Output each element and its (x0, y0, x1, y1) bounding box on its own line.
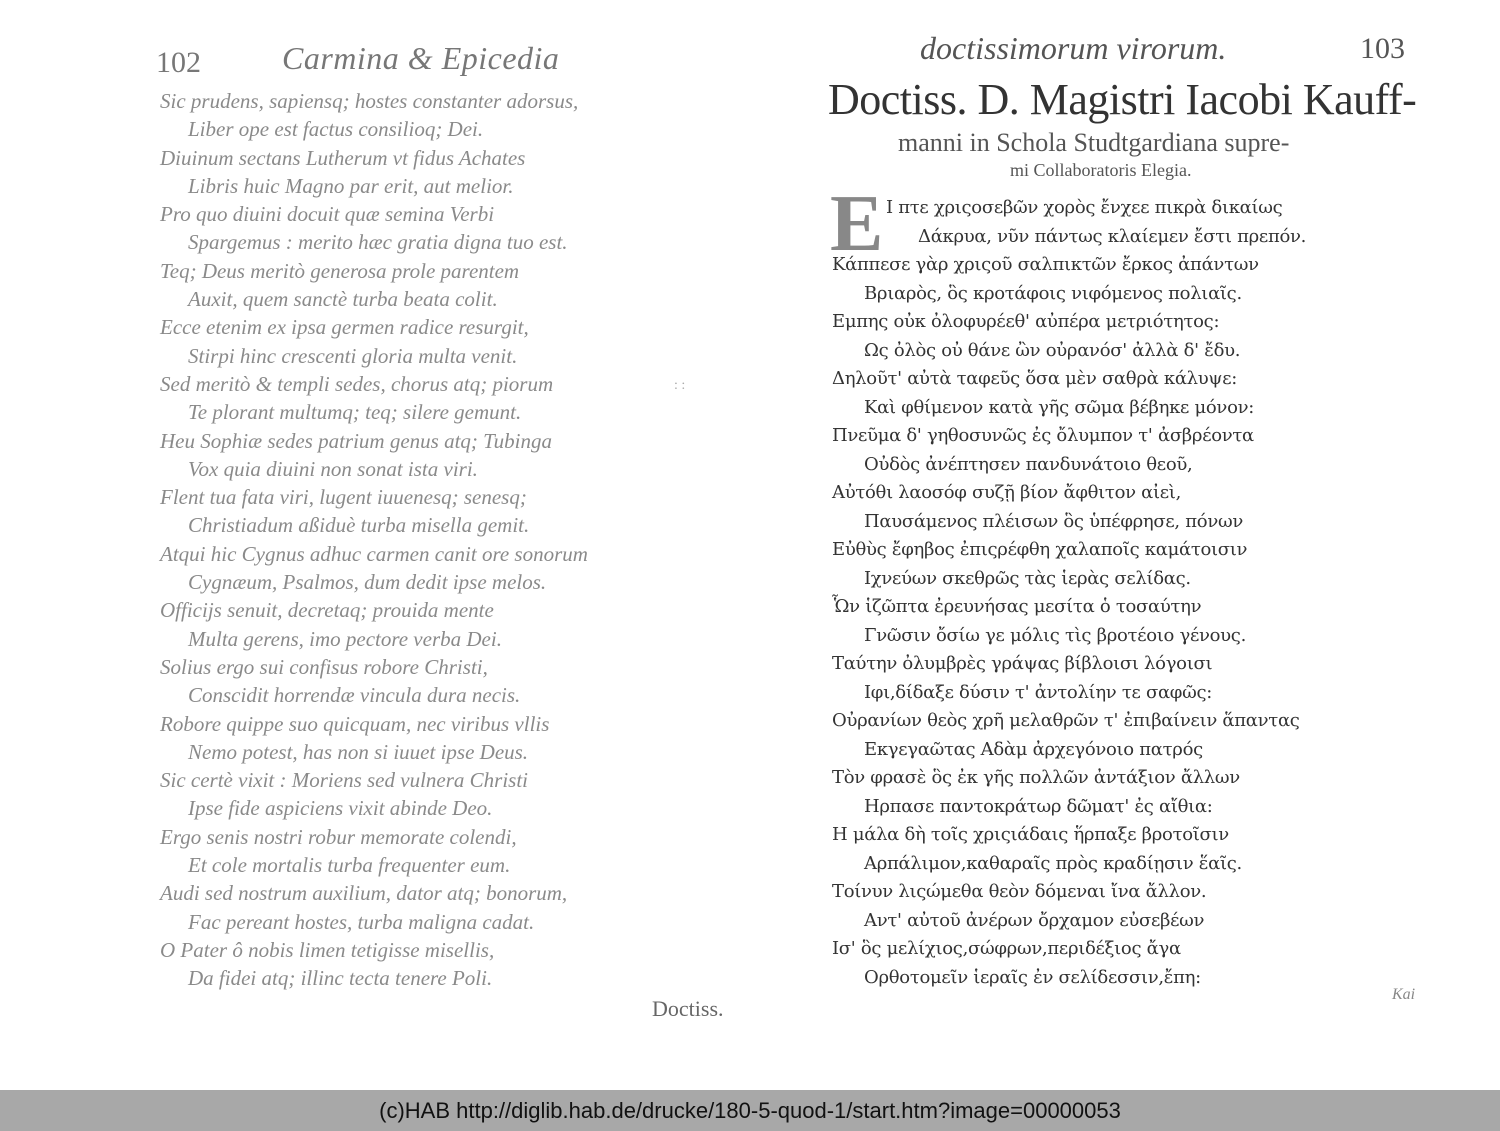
right-page (740, 0, 1500, 1088)
verse-line: Ergo senis nostri robur memorate colendi, (160, 824, 517, 849)
verse-line: O Pater ô nobis limen tetigisse misellis, (160, 937, 495, 962)
greek-verse-line: Ηρπασε παντοκράτωρ δῶματ' ἐς αἴθια: (864, 795, 1213, 817)
verse-line: Multa gerens, imo pectore verba Dei. (188, 626, 502, 651)
verse-line: Christiadum aßiduè turba misella gemit. (188, 513, 530, 538)
verse-line: Et cole mortalis turba frequenter eum. (188, 853, 511, 878)
right-page-number: 103 (1360, 32, 1405, 65)
greek-verse-line: Ιχνεύων σκεθρῶς τὰς ἱερὰς σελίδας. (864, 567, 1191, 589)
verse-line: Cygnæum, Psalmos, dum dedit ipse melos. (188, 570, 547, 595)
greek-verse-line: Τοίνυν λιςώμεθα θεὸν δόμεναι ἴνα ἄλλον. (832, 881, 1207, 902)
verse-line: Ecce etenim ex ipsa germen radice resurgit, (160, 315, 529, 340)
right-running-head: doctissimorum virorum. (920, 30, 1227, 66)
greek-verse-line: Αὐτόθι λαοσόφ συζῇ βίον ἄφθιτον αἰεὶ, (832, 482, 1181, 503)
verse-line: Audi sed nostrum auxilium, dator atq; bonorum, (160, 881, 568, 906)
left-running-head: Carmina & Epicedia (282, 40, 560, 76)
greek-verse-line: Ως ὀλὸς οὐ θάνε ὢν οὐρανόσ' ἀλλὰ δ' ἔδυ. (864, 339, 1241, 361)
greek-verse-line: Παυσάμενος πλέισων ὃς ὑπέφρησε, πόνων (864, 510, 1243, 532)
left-page (0, 0, 724, 1088)
greek-verse-line: Δάκρυα, νῦν πάντως κλαίεμεν ἔστι πρεπόν. (918, 225, 1307, 247)
greek-verse-line: Τὸν φρασὲ ὃς ἐκ γῆς πολλῶν ἀντάξιον ἄλλων (832, 767, 1240, 788)
verse-line: Teq; Deus meritò generosa prole parentem (160, 258, 520, 283)
greek-verse-line: Πνεῦμα δ' γηθοσυνῶς ἐς ὄλυμπον τ' ἀσβρέοντα (832, 425, 1254, 446)
decorated-initial: E (830, 180, 884, 268)
verse-line: Atqui hic Cygnus adhuc carmen canit ore sonorum (160, 541, 588, 566)
greek-verse-line: Ισ' ὃς μελίχιος,σώφρων,περιδέξιος ἄγα (832, 938, 1181, 959)
greek-verse-line: Βριαρὸς, ὃς κροτάφοις νιφόμενος πολιαῖς. (864, 282, 1242, 304)
verse-line: Ipse fide aspiciens vixit abinde Deo. (188, 796, 493, 821)
verse-line: Officijs senuit, decretaq; prouida mente (160, 598, 494, 623)
greek-verse-line: Καὶ φθίμενον κατὰ γῆς σῶμα βέβηκε μόνον: (864, 396, 1255, 418)
greek-verse-line: Οὐδὸς ἀνέπτησεν πανδυνάτοιο θεοῦ, (864, 453, 1193, 475)
left-page-number: 102 (156, 46, 201, 79)
greek-verse-line: Αντ' αὐτοῦ ἀνέρων ὄρχαμον εὐσεβέων (864, 909, 1205, 931)
right-verse-block (832, 194, 1307, 992)
greek-verse-line: Εὐθὺς ἔφηβος ἐπιςρέφθη χαλαποῖς καμάτοισιν (832, 539, 1248, 560)
left-verse-block (160, 87, 630, 993)
verse-line: Diuinum sectans Lutherum vt fidus Achates (160, 145, 526, 170)
verse-line: Conscidit horrendæ vincula dura necis. (188, 683, 521, 708)
verse-line: Sic prudens, sapiensq; hostes constanter adorsus, (160, 89, 579, 113)
greek-verse-line: Ορθοτομεῖν ἱεραῖς ἐν σελίδεσσιν,ἔπη: (864, 966, 1201, 988)
margin-mark: : : (674, 378, 686, 393)
greek-verse-line: Ι πτε χριςοσεβῶν χορὸς ἔνχεε πικρὰ δικαίως (886, 197, 1283, 218)
verse-line: Vox quia diuini non sonat ista viri. (188, 456, 478, 481)
footer-bar: (c)HAB http://diglib.hab.de/drucke/180-5-quod-1/start.htm?image=00000053 (0, 1090, 1500, 1131)
greek-verse-line: Η μάλα δὴ τοῖς χριςιάδαις ἥρπαξε βροτοῖσιν (832, 824, 1229, 845)
verse-line: Auxit, quem sanctè turba beata colit. (188, 287, 498, 312)
greek-verse-line: Εκγεγαῶτας Αδὰμ ἀρχεγόνοιο πατρός (864, 738, 1203, 760)
verse-line: Spargemus : merito hæc gratia digna tuo est. (188, 230, 568, 255)
elegy-title-line-1: Doctiss. D. Magistri Iacobi Kauff- (828, 75, 1417, 124)
verse-line: Stirpi hinc crescenti gloria multa venit. (188, 343, 518, 368)
greek-verse-line: Ιφι,δίδαξε δύσιν τ' ἀντολίην τε σαφῶς: (864, 681, 1213, 703)
verse-line: Liber ope est factus consilioq; Dei. (188, 117, 484, 142)
greek-verse-line: Ὧν ἱζῶπτα ἐρευνήσας μεσίτα ὁ τοσαύτην (832, 596, 1202, 617)
verse-line: Robore quippe suo quicquam, nec viribus vllis (160, 711, 550, 736)
greek-verse-line: Οὐρανίων θεὸς χρῆ μελαθρῶν τ' ἐπιβαίνειν ἅπαντας (832, 710, 1300, 731)
greek-verse-line: Εμπης οὐκ ὀλοφυρέεθ' αὐπέρα μετριότητος: (832, 311, 1220, 332)
verse-line: Sed meritò & templi sedes, chorus atq; piorum (160, 371, 554, 396)
verse-line: Heu Sophiæ sedes patrium genus atq; Tubinga (160, 428, 552, 453)
right-catchword: Kai (1392, 986, 1416, 1003)
greek-verse-line: Κάππεσε γὰρ χριςοῦ σαλπικτῶν ἔρκος ἀπάντων (832, 254, 1259, 275)
verse-line: Pro quo diuini docuit quæ semina Verbi (160, 202, 495, 227)
greek-verse-line: Γνῶσιν ὄσίω γε μόλις τὶς βροτέοιο γένους. (864, 624, 1246, 646)
verse-line: Solius ergo sui confisus robore Christi, (160, 654, 488, 679)
greek-verse-line: Αρπάλιμον,καθαραῖς πρὸς κραδίῃσιν ἕαῖς. (864, 852, 1242, 874)
elegy-title-line-3: mi Collaboratoris Elegia. (1010, 160, 1192, 180)
elegy-title-line-2: manni in Schola Studtgardiana supre- (898, 128, 1290, 157)
left-catchword: Doctiss. (652, 996, 724, 1021)
greek-verse-line: Δηλοῦτ' αὐτὰ ταφεῦς ὅσα μὲν σαθρὰ κάλυψε: (832, 368, 1238, 389)
verse-line: Te plorant multumq; teq; silere gemunt. (188, 400, 522, 425)
verse-line: Flent tua fata viri, lugent iuuenesq; senesq; (160, 485, 527, 510)
verse-line: Da fidei atq; illinc tecta tenere Poli. (188, 966, 493, 991)
verse-line: Sic certè vixit : Moriens sed vulnera Christi (160, 768, 529, 793)
verse-line: Fac pereant hostes, turba maligna cadat. (188, 909, 535, 934)
greek-verse-line: Ταύτην ὀλυμβρὲς γράψας βίβλοισι λόγοισι (832, 653, 1213, 674)
verse-line: Libris huic Magno par erit, aut melior. (188, 173, 514, 198)
verse-line: Nemo potest, has non si iuuet ipse Deus. (188, 739, 529, 764)
